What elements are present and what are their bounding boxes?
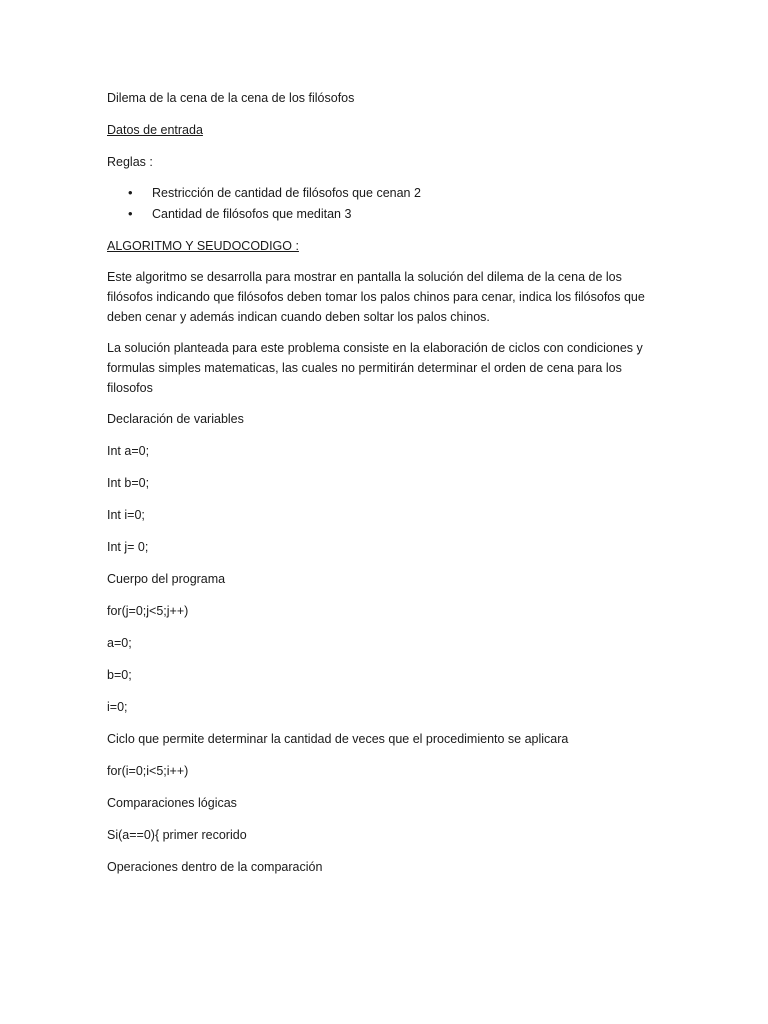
rule-text: Cantidad de filósofos que meditan 3 bbox=[152, 207, 352, 221]
code-line: for(j=0;j<5;j++) bbox=[107, 604, 189, 618]
datos-heading: Datos de entrada bbox=[107, 123, 203, 137]
bullet-icon: • bbox=[128, 206, 133, 221]
text-line: Cuerpo del programa bbox=[107, 572, 226, 586]
text-line: Operaciones dentro de la comparación bbox=[107, 860, 323, 874]
text-line: Comparaciones lógicas bbox=[107, 796, 237, 810]
code-line: b=0; bbox=[107, 668, 132, 682]
code-line: Int a=0; bbox=[107, 444, 150, 458]
code-line: a=0; bbox=[107, 636, 132, 650]
document-title: Dilema de la cena de la cena de los filósofos bbox=[107, 91, 355, 105]
rule-text: Restricción de cantidad de filósofos que cenan 2 bbox=[152, 186, 421, 200]
text-line: Ciclo que permite determinar la cantidad de veces que el procedimiento se aplicara bbox=[107, 732, 569, 746]
reglas-label: Reglas : bbox=[107, 155, 153, 169]
rule-item bbox=[128, 185, 421, 201]
code-line: for(i=0;i<5;i++) bbox=[107, 764, 189, 778]
code-line: i=0; bbox=[107, 700, 128, 714]
solution-paragraph: La solución planteada para este problema consiste en la elaboración de ciclos con condiciones y formulas simples matematicas, las cuales no permitirán determinar el orden de cena para los filosofos bbox=[107, 341, 643, 395]
code-line: Si(a==0){ primer recorido bbox=[107, 828, 247, 842]
description-paragraph: Este algoritmo se desarrolla para mostrar en pantalla la solución del dilema de la cena de los filósofos indicando que filósofos deben tomar los palos chinos para cenar, indica los filósofos que deben cenar y además indican cuando deben soltar los palos chinos. bbox=[107, 270, 645, 324]
code-line: Int i=0; bbox=[107, 508, 145, 522]
rule-item bbox=[128, 206, 351, 222]
code-line: Int j= 0; bbox=[107, 540, 149, 554]
bullet-icon: • bbox=[128, 185, 133, 200]
algorithm-heading: ALGORITMO Y SEUDOCODIGO : bbox=[107, 239, 299, 253]
text-line: Declaración de variables bbox=[107, 412, 244, 426]
code-line: Int b=0; bbox=[107, 476, 150, 490]
